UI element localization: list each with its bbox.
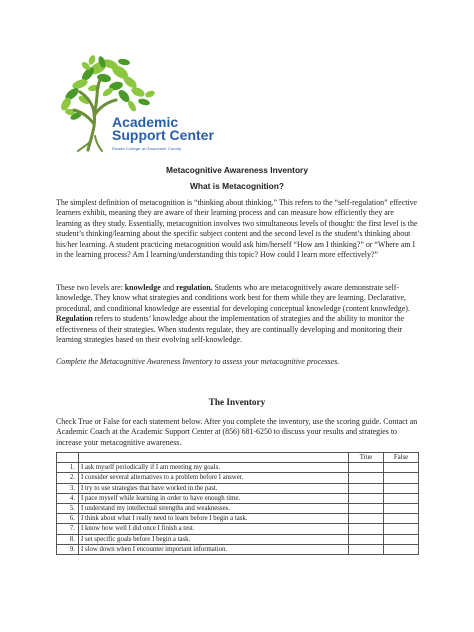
false-checkbox-cell[interactable] [384, 473, 419, 483]
paragraph-definition: The simplest definition of metacognition is “thinking about thinking.” This refers to the “self-regulation” effective learners exhibit, meaning they are aware of their learning process and can measure how efficiently they are learning as they study. Essentially, metacognition involves two simultaneous levels of thought: the first level is the student’s thinking/learning about the specific subject content and the second level is the student’s thinking about his/her learning. A student practicing metacognition would ask him/herself “How am I thinking?” or “Where am I in the learning process? Am I learning/understanding this topic? How could I learn more effectively?” [56, 198, 418, 260]
statement-text: I pace myself while learning in order to have enough time. [79, 493, 349, 503]
inventory-table [56, 452, 419, 555]
table-row [57, 463, 419, 473]
statement-number: 4. [57, 493, 79, 503]
statement-text: I consider several alternatives to a problem before I answer. [79, 473, 349, 483]
statement-text: I think about what I really need to learn before I begin a task. [79, 514, 349, 524]
true-checkbox-cell[interactable] [349, 544, 384, 554]
bold-term-regulation-2: Regulation [56, 314, 93, 324]
false-checkbox-cell[interactable] [384, 544, 419, 554]
statement-number: 1. [57, 463, 79, 473]
statement-text: I understand my intellectual strengths and weaknesses. [79, 503, 349, 513]
table-row [57, 473, 419, 483]
table-row [57, 483, 419, 493]
statement-number: 3. [57, 483, 79, 493]
paragraph-two-levels [56, 283, 418, 345]
true-checkbox-cell[interactable] [349, 463, 384, 473]
statement-text: I know how well I did once I finish a test. [79, 524, 349, 534]
instruction-text: Complete the Metacognitive Awareness Inventory to assess your metacognitive processes. [56, 357, 340, 366]
table-row [57, 524, 419, 534]
logo-wordmark [112, 116, 214, 155]
table-row [57, 544, 419, 554]
statement-text: I slow down when I encounter important information. [79, 544, 349, 554]
section-heading-what-is-metacognition: What is Metacognition? [190, 181, 284, 191]
leaf-shape [118, 58, 131, 66]
logo-line-support-center: Support Center [112, 127, 214, 143]
statement-number: 9. [57, 544, 79, 554]
statement-number: 5. [57, 503, 79, 513]
document-title: Metacognitive Awareness Inventory [166, 165, 308, 175]
statement-number: 2. [57, 473, 79, 483]
logo-line-college: Rowan College at Gloucester County [112, 146, 182, 151]
true-checkbox-cell[interactable] [349, 514, 384, 524]
inventory-intro: Check True or False for each statement below. After you complete the inventory, use the scoring guide. Contact an Academic Coach at the Academic Support Center at (856) 681-6250 to discuss your results and strategies to increase your metacognitive awareness. [56, 417, 418, 447]
header-blank-statement [79, 453, 349, 463]
false-checkbox-cell[interactable] [384, 514, 419, 524]
false-checkbox-cell[interactable] [384, 534, 419, 544]
bold-term-knowledge: knowledge [124, 283, 161, 292]
header-false: False [384, 453, 419, 463]
table-row [57, 493, 419, 503]
true-checkbox-cell[interactable] [349, 483, 384, 493]
text-run: and [160, 283, 177, 292]
logo-line-academic: Academic [112, 114, 179, 130]
statement-text: I set specific goals before I begin a task. [79, 534, 349, 544]
bold-term-regulation: regulation. [176, 283, 213, 292]
leaf-shape [137, 98, 150, 107]
true-checkbox-cell[interactable] [349, 493, 384, 503]
true-checkbox-cell[interactable] [349, 534, 384, 544]
table-row [57, 514, 419, 524]
statement-text: I try to use strategies that have worked in the past. [79, 483, 349, 493]
true-checkbox-cell[interactable] [349, 473, 384, 483]
false-checkbox-cell[interactable] [384, 483, 419, 493]
text-run: refers to students’ knowledge about the implementation of strategies and the ability to monitor the effectiveness of their strategies. When students regulate, they are continually developing and monitoring their learning strategies based on their evolving self-knowledge. [56, 314, 405, 345]
statement-number: 6. [57, 514, 79, 524]
header-true: True [349, 453, 384, 463]
text-run: Students who are metacognitively aware demonstrate self-knowledge. They know what strategies and conditions work best for them while they are learning. Declarative, procedural, and conditional knowledge are essential for developing conceptual knowledge (content knowledge). [56, 283, 410, 313]
text-run: These two levels are: [56, 283, 125, 292]
false-checkbox-cell[interactable] [384, 503, 419, 513]
false-checkbox-cell[interactable] [384, 493, 419, 503]
header-blank-num [57, 453, 79, 463]
table-row [57, 534, 419, 544]
inventory-heading: The Inventory [208, 397, 266, 407]
true-checkbox-cell[interactable] [349, 503, 384, 513]
table-row [57, 503, 419, 513]
statement-text: I ask myself periodically if I am meeting my goals. [79, 463, 349, 473]
statement-number: 8. [57, 534, 79, 544]
leaf-shape [144, 89, 155, 98]
false-checkbox-cell[interactable] [384, 524, 419, 534]
false-checkbox-cell[interactable] [384, 463, 419, 473]
statement-number: 7. [57, 524, 79, 534]
table-header-row [57, 453, 419, 463]
true-checkbox-cell[interactable] [349, 524, 384, 534]
